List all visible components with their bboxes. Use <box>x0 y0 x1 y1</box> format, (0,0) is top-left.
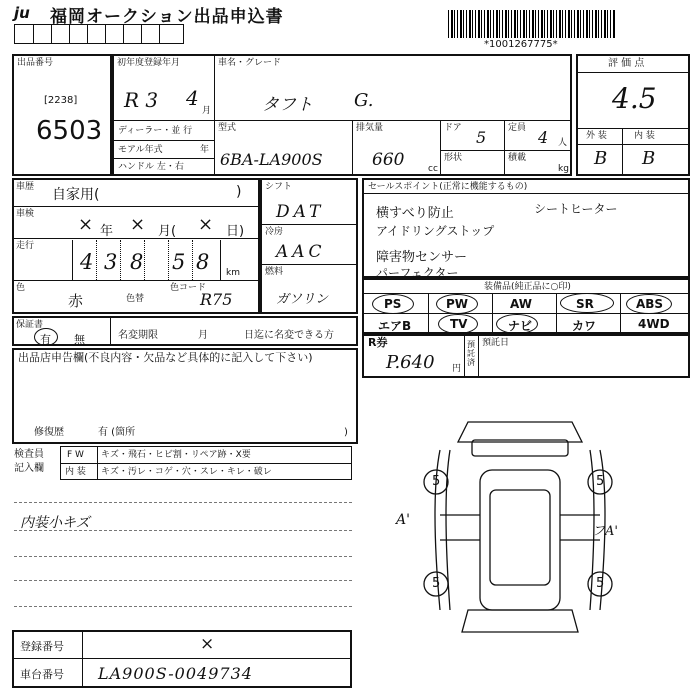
registration-month-unit: 月 <box>202 106 212 116</box>
fuel-value: ガソリン <box>276 292 329 307</box>
damage-mark-right: フA' <box>592 524 618 539</box>
model-year-label: モアル年式 <box>118 145 163 155</box>
dealer-label: ディーラー・並 行 <box>118 126 193 136</box>
inspection-label: 車検 <box>16 209 35 219</box>
reg-label: 登録番号 <box>20 640 64 653</box>
circle-mark <box>560 293 614 313</box>
footer-block <box>12 630 352 688</box>
price-label: R券 <box>368 336 388 349</box>
remarks-label: 出品店申告欄(不良内容・欠品など具体的に記入して下さい) <box>18 351 313 364</box>
color-code-value: R75 <box>200 290 233 309</box>
tire-mark-fr: 5 <box>596 474 605 489</box>
tire-mark-fl: 5 <box>432 474 441 489</box>
handle-label: ハンドル 左・右 <box>118 162 184 172</box>
circle-mark <box>438 314 478 334</box>
mileage-unit: km <box>226 268 240 278</box>
mileage-digit: 5 <box>172 250 186 274</box>
capacity-unit: 人 <box>558 138 568 148</box>
repair-label: 修復歴 <box>34 427 64 438</box>
history-block <box>12 178 260 314</box>
inspector-note: 内装小キズ <box>20 515 90 531</box>
history-close: ) <box>236 184 242 200</box>
circle-mark <box>496 314 538 334</box>
warranty-label: 保証書 <box>16 320 44 330</box>
remarks-block <box>12 348 358 444</box>
model-year-unit: 年 <box>200 145 210 155</box>
load-unit: kg <box>558 164 569 174</box>
capacity-label: 定員 <box>508 123 527 133</box>
equipment-block <box>362 278 690 334</box>
score-ext-value: B <box>594 148 608 169</box>
mileage-digit: 4 <box>80 250 94 274</box>
history-label: 車歴 <box>16 182 35 192</box>
model-label: 型式 <box>218 123 237 133</box>
inspection-value-1: × <box>78 214 94 235</box>
color-num-label: 色替 <box>126 294 145 304</box>
warranty-yes: 有 <box>40 333 51 346</box>
history-value: 自家用( <box>52 187 100 203</box>
circle-mark <box>372 294 414 314</box>
car-top-cabin <box>490 490 550 585</box>
interior-text: キズ・汚レ・コゲ・穴・スレ・キレ・破レ <box>101 467 272 477</box>
registration-month: 4 <box>186 86 199 110</box>
sales-points-block <box>362 178 690 278</box>
interior-label: 内 装 <box>65 467 86 477</box>
color-label: 色 <box>16 283 26 293</box>
barcode-text: *1001267775* <box>484 39 558 50</box>
damage-mark-left: A' <box>396 512 410 528</box>
equip-pw: PW <box>446 297 469 311</box>
repair-value: 有 (箇所 <box>98 427 136 438</box>
equip-sr: SR <box>576 297 594 311</box>
equip-aw: AW <box>510 297 532 311</box>
sales-point-item: 障害物センサー <box>376 250 468 265</box>
inspector-label <box>14 448 44 476</box>
lot-box <box>12 54 112 176</box>
score-box <box>576 54 690 176</box>
mileage-cells <box>72 240 222 280</box>
price-block <box>362 334 690 378</box>
deposit-date-label: 預託日 <box>482 338 510 348</box>
chassis-value: LA900S-0049734 <box>98 664 253 683</box>
cooling-value: AAC <box>276 242 326 262</box>
inspector-table <box>60 446 352 480</box>
validity-month: 月 <box>198 330 208 341</box>
lot-number: 6503 <box>36 116 103 146</box>
model-value: 6BA-LA900S <box>220 150 323 169</box>
lot-small-code: [2238] <box>44 95 78 106</box>
equip-4wd: 4WD <box>638 317 670 331</box>
repair-close: ) <box>344 427 348 438</box>
car-front-view <box>458 422 582 442</box>
fw-label: F W <box>67 450 84 460</box>
equip-ps: PS <box>384 297 402 311</box>
displacement-unit: cc <box>428 164 438 174</box>
warranty-no: 無 <box>74 333 85 346</box>
lot-label: 出品番号 <box>17 58 54 68</box>
equipment-label: 装備品(純正品に○印) <box>484 282 571 292</box>
equip-abs: ABS <box>636 297 664 311</box>
chassis-label: 車台番号 <box>20 668 64 681</box>
registration-year: R 3 <box>124 88 159 112</box>
mileage-label: 走行 <box>16 241 35 251</box>
header-input-cells <box>14 24 184 44</box>
score-int-label: 内 装 <box>634 131 655 141</box>
inspection-day-unit: 日) <box>226 224 245 239</box>
page-title: 福岡オークション出品申込書 <box>50 7 284 27</box>
sales-point-item: アイドリングストップ <box>376 224 495 238</box>
sales-points-label: セールスポイント(正常に機能するもの) <box>368 182 528 192</box>
inspection-value-2: × <box>130 214 146 235</box>
shift-label: シフト <box>265 182 293 192</box>
tire-mark-rr: 5 <box>596 576 605 591</box>
door-value: 5 <box>476 128 487 147</box>
equip-tv: TV <box>450 317 468 331</box>
door-label: ドア <box>444 123 462 133</box>
warranty-row <box>12 316 358 346</box>
score-int-value: B <box>642 148 656 169</box>
vehicle-grade-value: G. <box>354 90 374 111</box>
sales-point-item: シートヒーター <box>534 202 618 216</box>
inspection-month-unit: 月( <box>158 224 177 239</box>
price-value: P.640 <box>386 352 435 373</box>
inspector-label-2: 記入欄 <box>14 463 44 474</box>
capacity-value: 4 <box>538 128 549 147</box>
mileage-digit: 8 <box>130 250 144 274</box>
shape-label: 形状 <box>444 153 463 163</box>
inspection-value-3: × <box>198 214 214 235</box>
color-value: 赤 <box>68 292 84 310</box>
displacement-value: 660 <box>372 150 405 170</box>
mileage-digit: 8 <box>196 250 210 274</box>
load-label: 積載 <box>508 153 527 163</box>
vehicle-block <box>112 54 572 176</box>
barcode <box>448 10 616 38</box>
deposit-label: 預託済 <box>467 340 475 367</box>
tire-mark-rl: 5 <box>432 576 441 591</box>
validity-note: 日迄に名変できる方 <box>244 330 334 341</box>
mechanics-block <box>260 178 358 314</box>
vehicle-name-value: タフト <box>262 95 313 115</box>
fuel-label: 燃料 <box>265 267 284 277</box>
registration-label: 初年度登録年月 <box>117 58 181 68</box>
price-unit: 円 <box>452 364 462 374</box>
equip-leather: カワ <box>572 319 597 333</box>
circle-mark <box>436 294 478 314</box>
sales-point-item: 横すべり防止 <box>376 206 454 221</box>
vehicle-name-label: 車名・グレード <box>218 58 282 68</box>
car-rear-view <box>462 610 578 632</box>
score-value: 4.5 <box>612 82 657 115</box>
shift-value: DAT <box>276 202 325 222</box>
logo: ju <box>14 4 30 22</box>
mileage-digit: 3 <box>104 250 118 274</box>
displacement-label: 排気量 <box>356 123 384 133</box>
inspection-year-unit: 年 <box>100 224 114 239</box>
circle-mark <box>34 328 58 346</box>
sales-point-item: パーフェクター <box>376 266 459 280</box>
reg-value: × <box>200 634 215 654</box>
equip-airbag: エアB <box>378 319 412 333</box>
fw-text: キズ・飛石・ヒビ割・リペア跡・X要 <box>101 450 251 460</box>
score-ext-label: 外 装 <box>586 131 607 141</box>
color-code-label: 色コード <box>170 283 207 293</box>
score-label: 評 価 点 <box>608 58 645 69</box>
validity-label: 名変期限 <box>118 330 158 341</box>
cooling-label: 冷房 <box>265 227 284 237</box>
inspector-label-1: 検査員 <box>14 449 44 460</box>
circle-mark <box>626 294 672 314</box>
equip-navi: ナビ <box>508 319 533 333</box>
